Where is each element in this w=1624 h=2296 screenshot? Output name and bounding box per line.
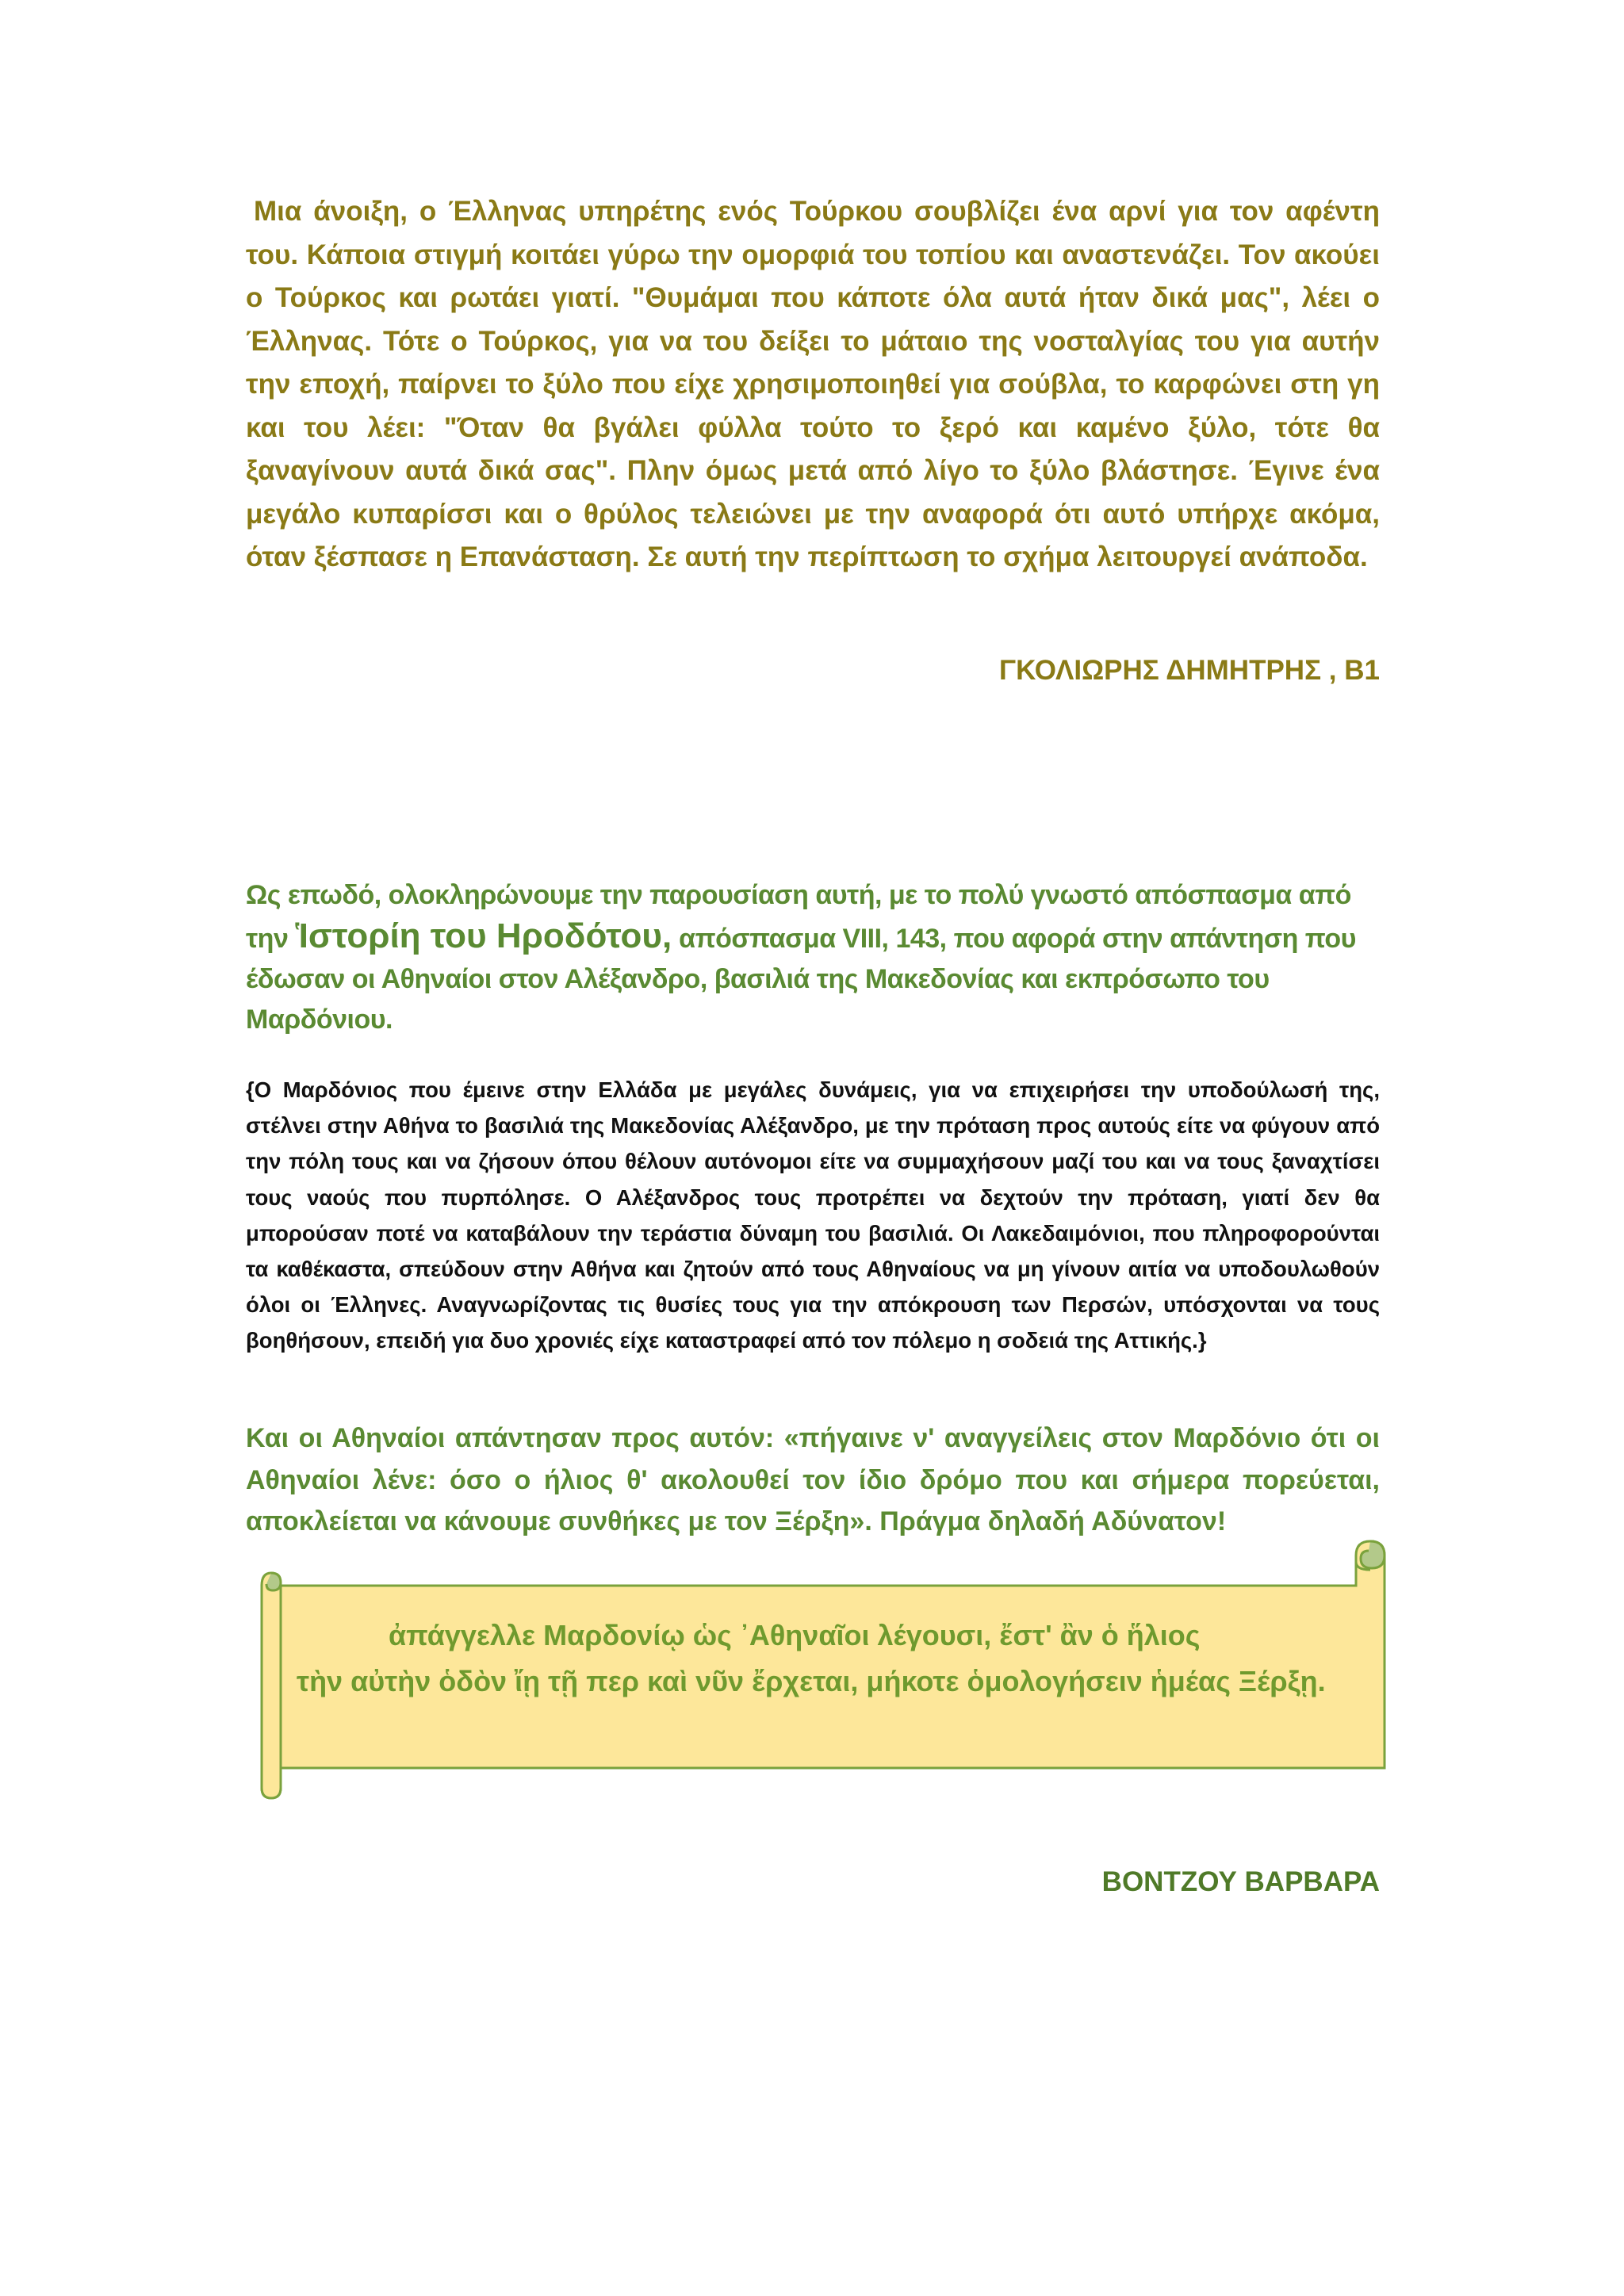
scroll-left-roll	[262, 1573, 281, 1798]
ancient-quote-line-2: τὴν αὐτὴν ὁδὸν ἴῃ τῇ περ καὶ νῦν ἔρχεται, μήκοτε ὁμολογήσειν ἡμέας Ξέρξῃ.	[297, 1665, 1326, 1697]
story-paragraph: Μια άνοιξη, ο Έλληνας υπηρέτης ενός Τούρκου σουβλίζει ένα αρνί για τον αφέντη του. Κάποια στιγμή κοιτάει γύρω την ομορφιά του τοπίου και αναστενάζει. Τον ακούει ο Τούρκος και ρωτάει γιατί. "Θυμάμαι που κάποτε όλα αυτά ήταν δικά μας", λέει ο Έλληνας. Τότε ο Τούρκος, για να του δείξει το μάταιο της νοσταλγίας του για αυτήν την εποχή, παίρνει το ξύλο που είχε χρησιμοποιηθεί για σούβλα, το καρφώνει στη γη και του λέει: "Όταν θα βγάλει φύλλα τούτο το ξερό και καμένο ξύλο, τότε θα ξαναγίνουν αυτά δικά σας". Πλην όμως μετά από λίγο το ξύλο βλάστησε. Έγινε ένα μεγάλο κυπαρίσσι και ο θρύλος τελειώνει με την αναφορά ότι αυτό υπήρχε ακόμα, όταν ξέσπασε η Επανάσταση. Σε αυτή την περίπτωση το σχήμα λειτουργεί ανάποδα.	[246, 196, 1380, 572]
context-summary: {Ο Μαρδόνιος που έμεινε στην Ελλάδα με μεγάλες δυνάμεις, για να επιχειρήσει την υποδούλωσή της, στέλνει στην Αθήνα το βασιλιά της Μακεδονίας Αλέξανδρο, με την πρόταση προς αυτούς είτε να φύγουν από την πόλη τους και να ζήσουν όπου θέλουν αυτόνομοι είτε να συμμαχήσουν μαζί του και να τους ξαναχτίσει τους ναούς που πυρπόλησε. Ο Αλέξανδρος τους προτρέπει να δεχτούν την πρόταση, γιατί δεν θα μπορούσαν ποτέ να καταβάλουν την τεράστια δύναμη του βασιλιά. Οι Λακεδαιμόνιοι, που πληροφορούνται τα καθέκαστα, σπεύδουν στην Αθήνα και ζητούν από τους Αθηναίους να μη γίνουν αιτία να υποδουλωθούν όλοι οι Έλληνες. Αναγνωρίζοντας τις θυσίες τους για την απόκρουση των Περσών, υπόσχονται να τους βοηθήσουν, επειδή για δυο χρονιές είχε καταστραφεί από τον πόλεμο η σοδειά της Αττικής.}	[246, 1077, 1380, 1353]
ancient-quote-line-1: ἀπάγγελλε Μαρδονίῳ ὡς ᾿Αθηναῖοι λέγουσι, ἔστ' ἂν ὁ ἥλιος	[389, 1619, 1201, 1651]
herodotus-author: ΒΟΝΤΖΟΥ ΒΑΡΒΑΡΑ	[1101, 1866, 1380, 1897]
herodotus-intro	[246, 875, 1380, 1040]
intro-text-start: Ως επωδό, ολοκληρώνουμε την παρουσίαση αυτή, με το πολύ γνωστό απόσπασμα από την	[246, 880, 1351, 954]
intro-highlight: Ἱστορίη του Ηροδότου,	[295, 916, 672, 955]
athenians-answer: Και οι Αθηναίοι απάντησαν προς αυτόν: «πήγαινε ν' αναγγείλεις στον Μαρδόνιο ότι οι Αθηναίοι λένε: όσο ο ήλιος θ' ακολουθεί τον ίδιο δρόμο που και σήμερα πορεύεται, αποκλείεται να κάνουμε συνθήκες με τον Ξέρξη». Πράγμα δηλαδή Αδύνατον!	[246, 1423, 1380, 1536]
intro-text-end: απόσπασμα VIII, 143, που αφορά στην απάντηση που έδωσαν οι Αθηναίοι στον Αλέξανδρο, βασιλιά της Μακεδονίας και εκπρόσωπο του Μαρδόνιου.	[246, 924, 1356, 1035]
story-author: ΓΚΟΛΙΩΡΗΣ ΔΗΜΗΤΡΗΣ , Β1	[999, 655, 1380, 686]
